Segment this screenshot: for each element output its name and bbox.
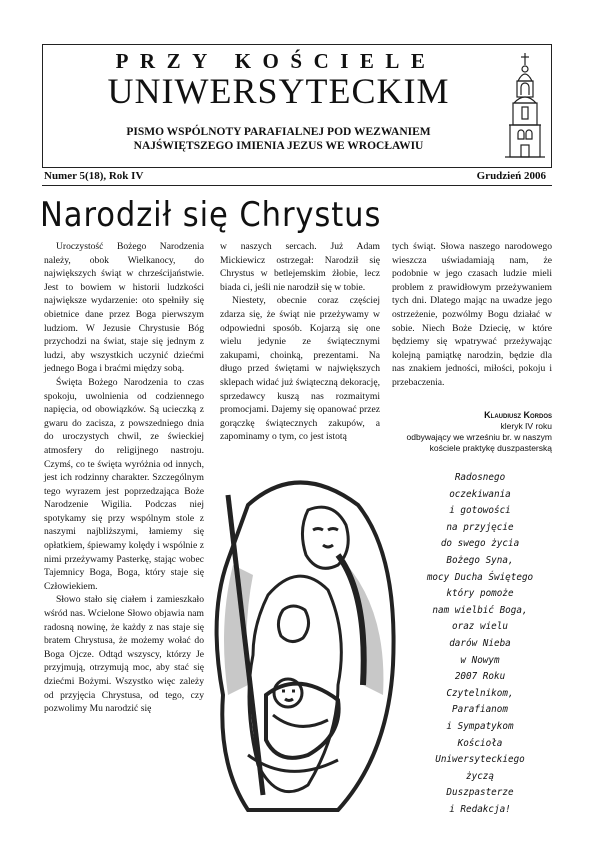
author-note-2: odbywający we wrześniu br. w naszym <box>406 432 552 442</box>
author-note-1: kleryk IV roku <box>500 421 552 431</box>
greeting-line: i Redakcja! <box>449 803 511 815</box>
paragraph: Niestety, obecnie coraz częściej zdarza się, że świąt nie przeżywamy w odpowiedni sposób. Kojarzą się one wielu jedynie ze świątecznymi zakupami, choinką, prezentami. Na długo przed świętami w największych sklepach widać już świąteczną dekorację, sprzedawcy kuszą nas rozmaitymi promocjami. Dajemy się opanować przez gorączkę świątecznych zakupów, a zapominamy o tym, co jest istotą <box>220 295 380 443</box>
greeting-line: w Nowym <box>460 654 500 666</box>
christmas-greeting <box>400 470 560 818</box>
masthead-title-top: PRZY KOŚCIELE <box>115 49 437 73</box>
article-column-2 <box>220 240 380 444</box>
issue-bar <box>42 166 552 186</box>
masthead-subtitle-line1: PISMO WSPÓLNOTY PARAFIALNEJ POD WEZWANIEM <box>126 126 431 138</box>
issue-number: Numer 5(18), Rok IV <box>44 170 144 182</box>
greeting-line: Parafianom <box>452 704 508 716</box>
greeting-line: Radosnego <box>454 472 506 483</box>
greeting-line: na przyjęcie <box>446 521 514 533</box>
masthead <box>42 44 552 168</box>
greeting-line: który pomoże <box>446 588 514 600</box>
greeting-line: darów Nieba <box>449 637 511 649</box>
greeting-line: Duszpasterze <box>446 787 514 799</box>
greeting-line: Bożego Syna, <box>446 554 514 566</box>
paragraph: Święta Bożego Narodzenia to czas spokoju, uwolnienia od codziennego napięcia, od obowiązków. Są ucieczką z gwaru do zacisza, z powszedniego dnia do uroczystych chwil, ze świeckiej atmosfery do religijnego nastroju. Czymś, co te święta wyróżnia od innych, jest ich rodzinny charakter. Szczególnym tego wyrazem jest poprzedzająca Boże Narodzenie Wigilia. Podczas niej spotykamy się przy wspólnym stole z naszymi najbliższymi, łamiemy się opłatkiem, śpiewamy kolędy i wspólnie z nimi przeżywamy Pasterkę, stając wobec Tajemnicy Boga, Boga, który staje się Człowiekiem. <box>44 376 204 592</box>
article-column-1 <box>44 240 204 716</box>
greeting-line: nam wielbić Boga, <box>432 604 528 616</box>
greeting-line: oraz wielu <box>452 621 508 633</box>
paragraph: tych świąt. Słowa naszego narodowego wieszcza uświadamiają nam, że podobnie w jego czasach ludzie mieli problem z prawidłowym przeżywaniem tych dni. Dlatego mając na uwadze jego ostrzeżenie, pozwólmy Bogu działać w sobie. Niech Boże Dziecię, w które będziemy się wpatrywać przeżywając kolejną pamiątkę narodzin, będzie dla nas znakiem jedności, miłości, pokoju i przebaczenia. <box>392 241 552 388</box>
church-tower-icon <box>503 51 547 163</box>
masthead-subtitle <box>51 125 506 153</box>
article-column-3 <box>392 240 552 390</box>
greeting-line: Czytelnikom, <box>446 687 514 699</box>
masthead-subtitle-line2: NAJŚWIĘTSZEGO IMIENIA JEZUS WE WROCŁAWIU <box>133 140 424 152</box>
greeting-line: Uniwersyteckiego <box>435 754 525 766</box>
greeting-line: i gotowości <box>449 505 511 517</box>
greeting-line: życzą <box>466 770 494 782</box>
author-note-3: kościele praktykę duszpasterską <box>429 443 552 453</box>
greeting-line: do swego życia <box>440 538 520 550</box>
greeting-line: i Sympatykom <box>446 720 514 732</box>
author-signature <box>392 410 552 454</box>
greeting-line: 2007 Roku <box>454 671 506 683</box>
article-headline: Narodził się Chrystus <box>40 195 382 235</box>
nativity-illustration-icon <box>188 465 403 820</box>
paragraph: Uroczystość Bożego Narodzenia należy, obok Wielkanocy, do największych świąt w chrześcijaństwie. Jest to bowiem w historii ludzkości największe wydarzenie: oto spełniły się obietnice dane przez Boga pierwszym ludziom. W Jezusie Chrystusie Bóg przychodzi na świat, staje się jednym z ludzi, aby wszystkich uczynić dziećmi jednego Boga i braćmi między sobą. <box>44 241 204 375</box>
issue-date: Grudzień 2006 <box>476 170 546 182</box>
paragraph: w naszych sercach. Już Adam Mickiewicz ostrzegał: Narodził się Chrystus w betlejemskim żłobie, lecz biada ci, jeśli nie narodził się w tobie. <box>220 241 380 293</box>
masthead-title-main: UNIWERSYTECKIM <box>107 71 450 111</box>
greeting-line: Kościoła <box>457 737 503 749</box>
author-name: Klaudiusz Kordos <box>484 410 552 420</box>
paragraph: Słowo stało się ciałem i zamieszkało wśród nas. Wcielone Słowo objawia nam radosną nowinę, że każdy z nas staje się bratem Chrystusa, że możemy wołać do Boga Ojcze. Odtąd wszyscy, którzy Je przyjmują, otrzymują moc, aby stać się dziećmi Bożymi. Wszystko więc zależy od przyjęcia Chrystusa, od tego, czy pozwolimy Mu narodzić się <box>44 594 204 715</box>
greeting-line: oczekiwania <box>449 488 511 500</box>
greeting-line: mocy Ducha Świętego <box>426 571 534 583</box>
